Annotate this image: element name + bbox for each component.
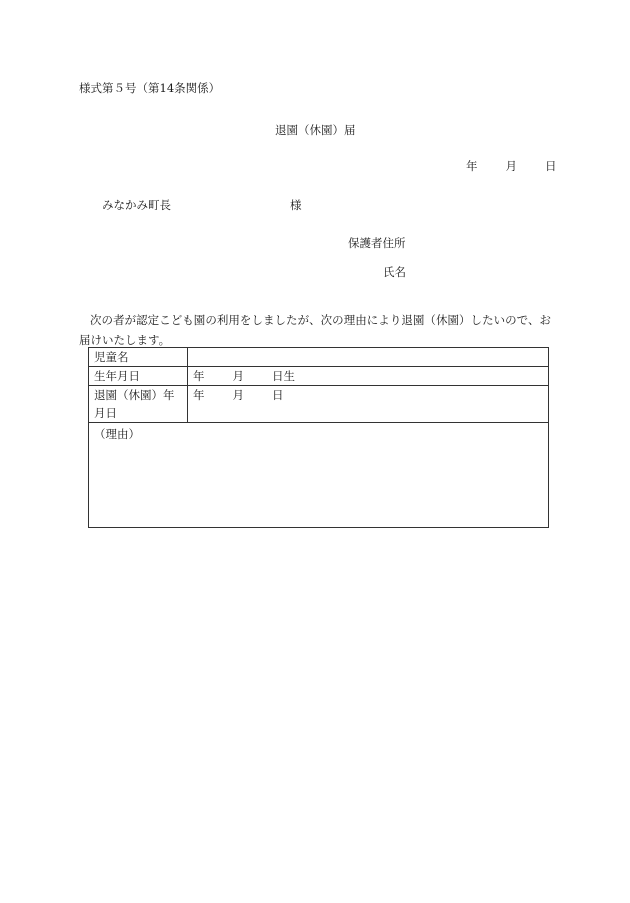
birthdate-day: 日生 — [272, 369, 295, 383]
guardian-address-label: 保護者住所 — [348, 236, 406, 250]
notification-table — [88, 347, 549, 528]
guardian-name-label: 氏名 — [383, 265, 406, 279]
reason-cell — [89, 423, 549, 528]
table-row-birthdate — [89, 367, 549, 386]
withdrawal-month: 月 — [232, 388, 244, 402]
table-row-withdrawal-date — [89, 386, 549, 423]
table-row-child-name — [89, 348, 549, 367]
reason-label: （理由） — [94, 427, 140, 441]
table-row-reason — [89, 423, 549, 528]
birthdate-year: 年 — [193, 369, 205, 383]
withdrawal-date-label: 退園（休園）年月日 — [89, 386, 188, 423]
birthdate-label: 生年月日 — [89, 367, 188, 386]
withdrawal-year: 年 — [193, 388, 205, 402]
withdrawal-day: 日 — [272, 388, 284, 402]
document-title: 退園（休園）届 — [275, 123, 356, 137]
body-text: 次の者が認定こども園の利用をしましたが、次の理由により退園（休園）したいので、お届けいたします。 — [79, 313, 551, 347]
addressee-honorific: 様 — [290, 198, 302, 212]
header-date-month: 月 — [505, 159, 517, 173]
birthdate-value — [188, 367, 549, 386]
form-number: 様式第５号（第14条関係） — [79, 81, 221, 95]
header-date-year: 年 — [466, 159, 478, 173]
header-date-day: 日 — [545, 159, 557, 173]
withdrawal-date-value — [188, 386, 549, 423]
birthdate-month: 月 — [232, 369, 244, 383]
child-name-value — [188, 348, 549, 367]
child-name-label: 児童名 — [89, 348, 188, 367]
header-date — [466, 159, 557, 173]
addressee-name: みなかみ町長 — [102, 198, 171, 212]
